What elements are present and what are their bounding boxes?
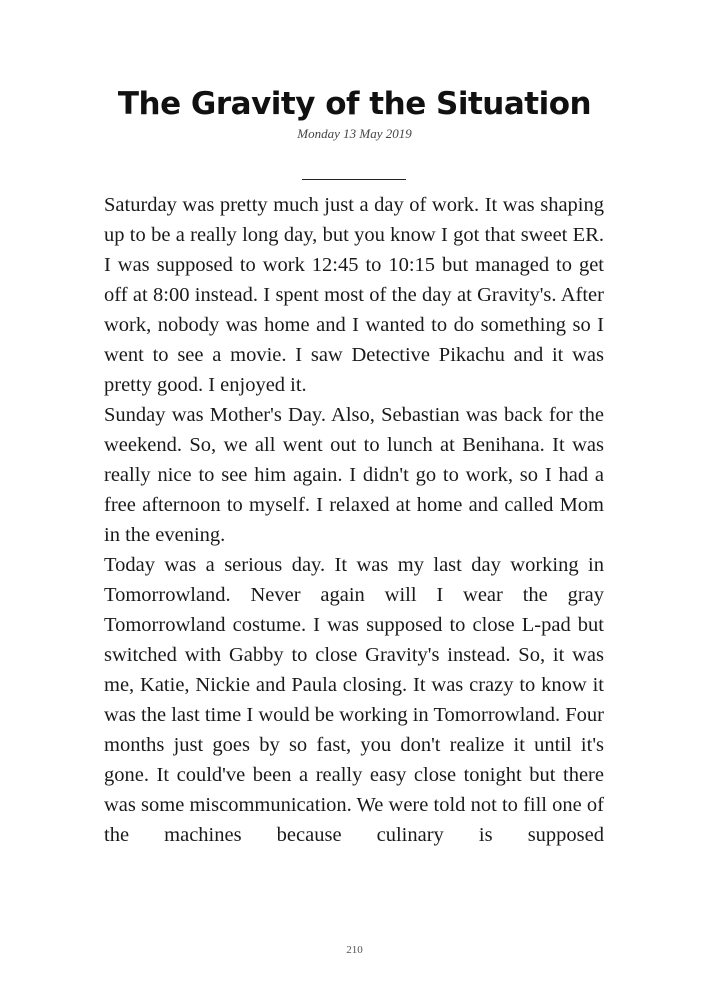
title-divider (302, 179, 406, 180)
paragraph-sunday: Sunday was Mother's Day. Also, Sebastian was back for the weekend. So, we all went out to lunch at Benihana. It was really nice to see him again. I didn't go to work, so I had a free afternoon to myself. I relaxed at home and called Mom in the evening. (104, 404, 604, 546)
page-number: 210 (346, 944, 363, 956)
entry-date: Monday 13 May 2019 (297, 126, 412, 141)
entry-body (104, 190, 604, 850)
paragraph-saturday: Saturday was pretty much just a day of work. It was shaping up to be a really long day, but you know I got that sweet ER. I was supposed to work 12:45 to 10:15 but managed to get off at 8:00 instead. I spent most of the day at Gravity's. After work, nobody was home and I wanted to do something so I went to see a movie. I saw Detective Pikachu and it was pretty good. I enjoyed it. (104, 194, 604, 396)
paragraph-today: Today was a serious day. It was my last day working in Tomorrowland. Never again will I wear the gray Tomorrowland costume. I was supposed to close L-pad but switched with Gabby to close Gravity's instead. So, it was me, Katie, Nickie and Paula closing. It was crazy to know it was the last time I would be working in Tomorrowland. Four months just goes by so fast, you don't realize it until it's gone. It could've been a really easy close tonight but there was some miscommunication. We were told not to fill one of the machines because culinary is supposed (104, 554, 604, 846)
page-title: The Gravity of the Situation (117, 86, 592, 122)
